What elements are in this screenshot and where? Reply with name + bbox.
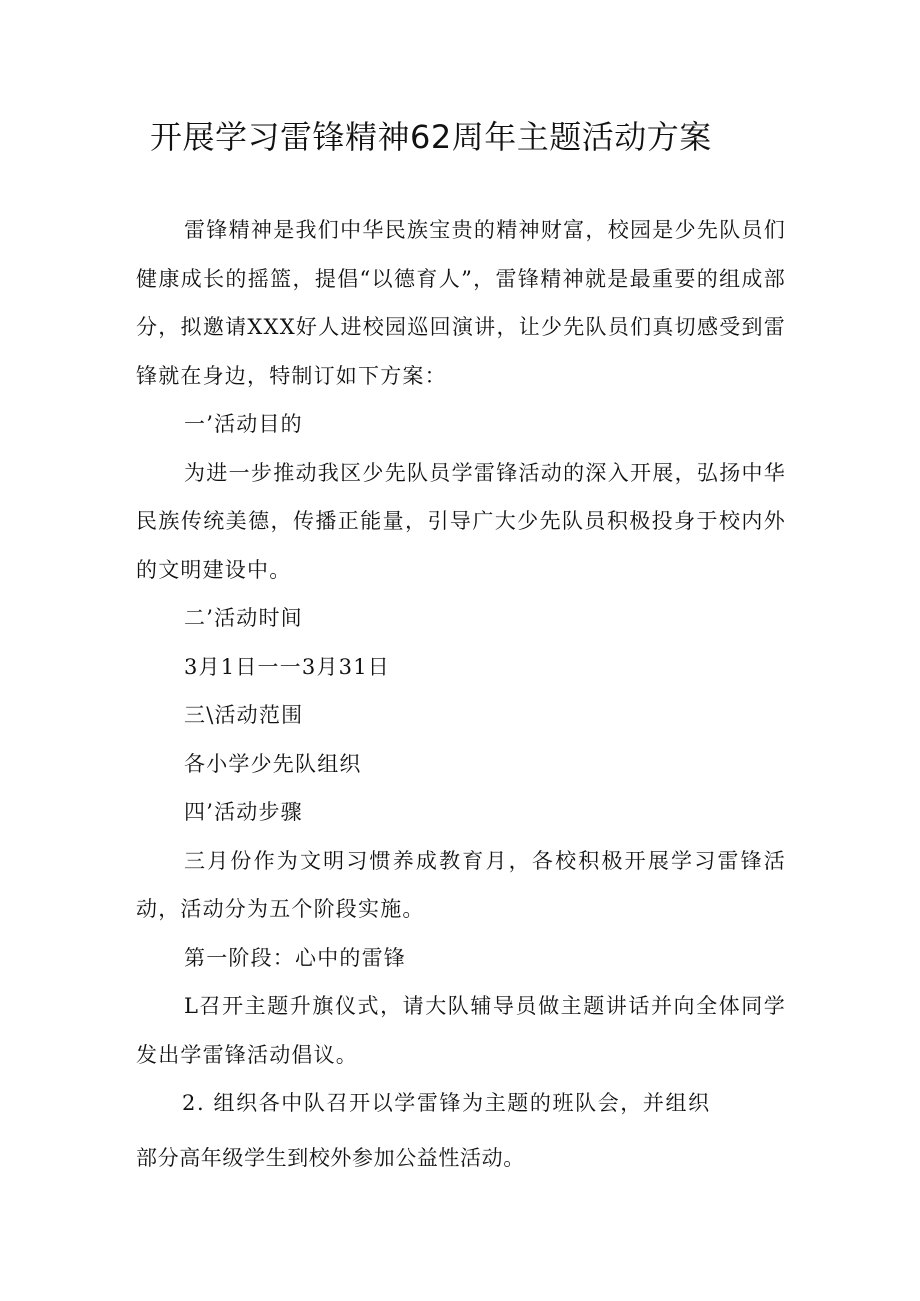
document-body [136,206,786,1182]
scope-paragraph: 各小学少先队组织 [184,751,362,776]
steps-paragraph: 三月份作为文明习惯养成教育月，各校积极开展学习雷锋活动，活动分为五个阶段实施。 [136,848,786,921]
document-title: 开展学习雷锋精神62周年主题活动方案 [150,118,712,156]
stage-one-item-2-line-2: 部分高年级学生到校外参加公益性活动。 [136,1145,525,1170]
section-heading-purpose: 一’活动目的 [184,412,303,436]
purpose-paragraph: 为进一步推动我区少先队员学雷锋活动的深入开展，弘扬中华民族传统美德，传播正能量，引导广大少先队员积极投身于校内外的文明建设中。 [136,460,786,582]
stage-one-item-2-line-1: 2. 组织各中队召开以学雷锋为主题的班队会，并组织 [182,1091,711,1115]
stage-one-heading: 第一阶段：心中的雷锋 [184,945,406,970]
intro-paragraph: 雷锋精神是我们中华民族宝贵的精神财富，校园是少先队员们健康成长的摇篮，提倡“以德育人”，雷锋精神就是最重要的组成部分，拟邀请XXX好人进校园巡回演讲，让少先队员们真切感受到雷锋就在身边，特制订如下方案： [136,218,786,388]
section-heading-steps: 四’活动步骤 [184,800,303,824]
time-paragraph: 3月1日一一3月31日 [184,654,391,679]
section-heading-scope: 三\活动范围 [184,703,304,727]
stage-one-item-1: L召开主题升旗仪式，请大队辅导员做主题讲话并向全体同学发出学雷锋活动倡议。 [136,994,786,1067]
section-heading-time: 二’活动时间 [184,606,303,630]
